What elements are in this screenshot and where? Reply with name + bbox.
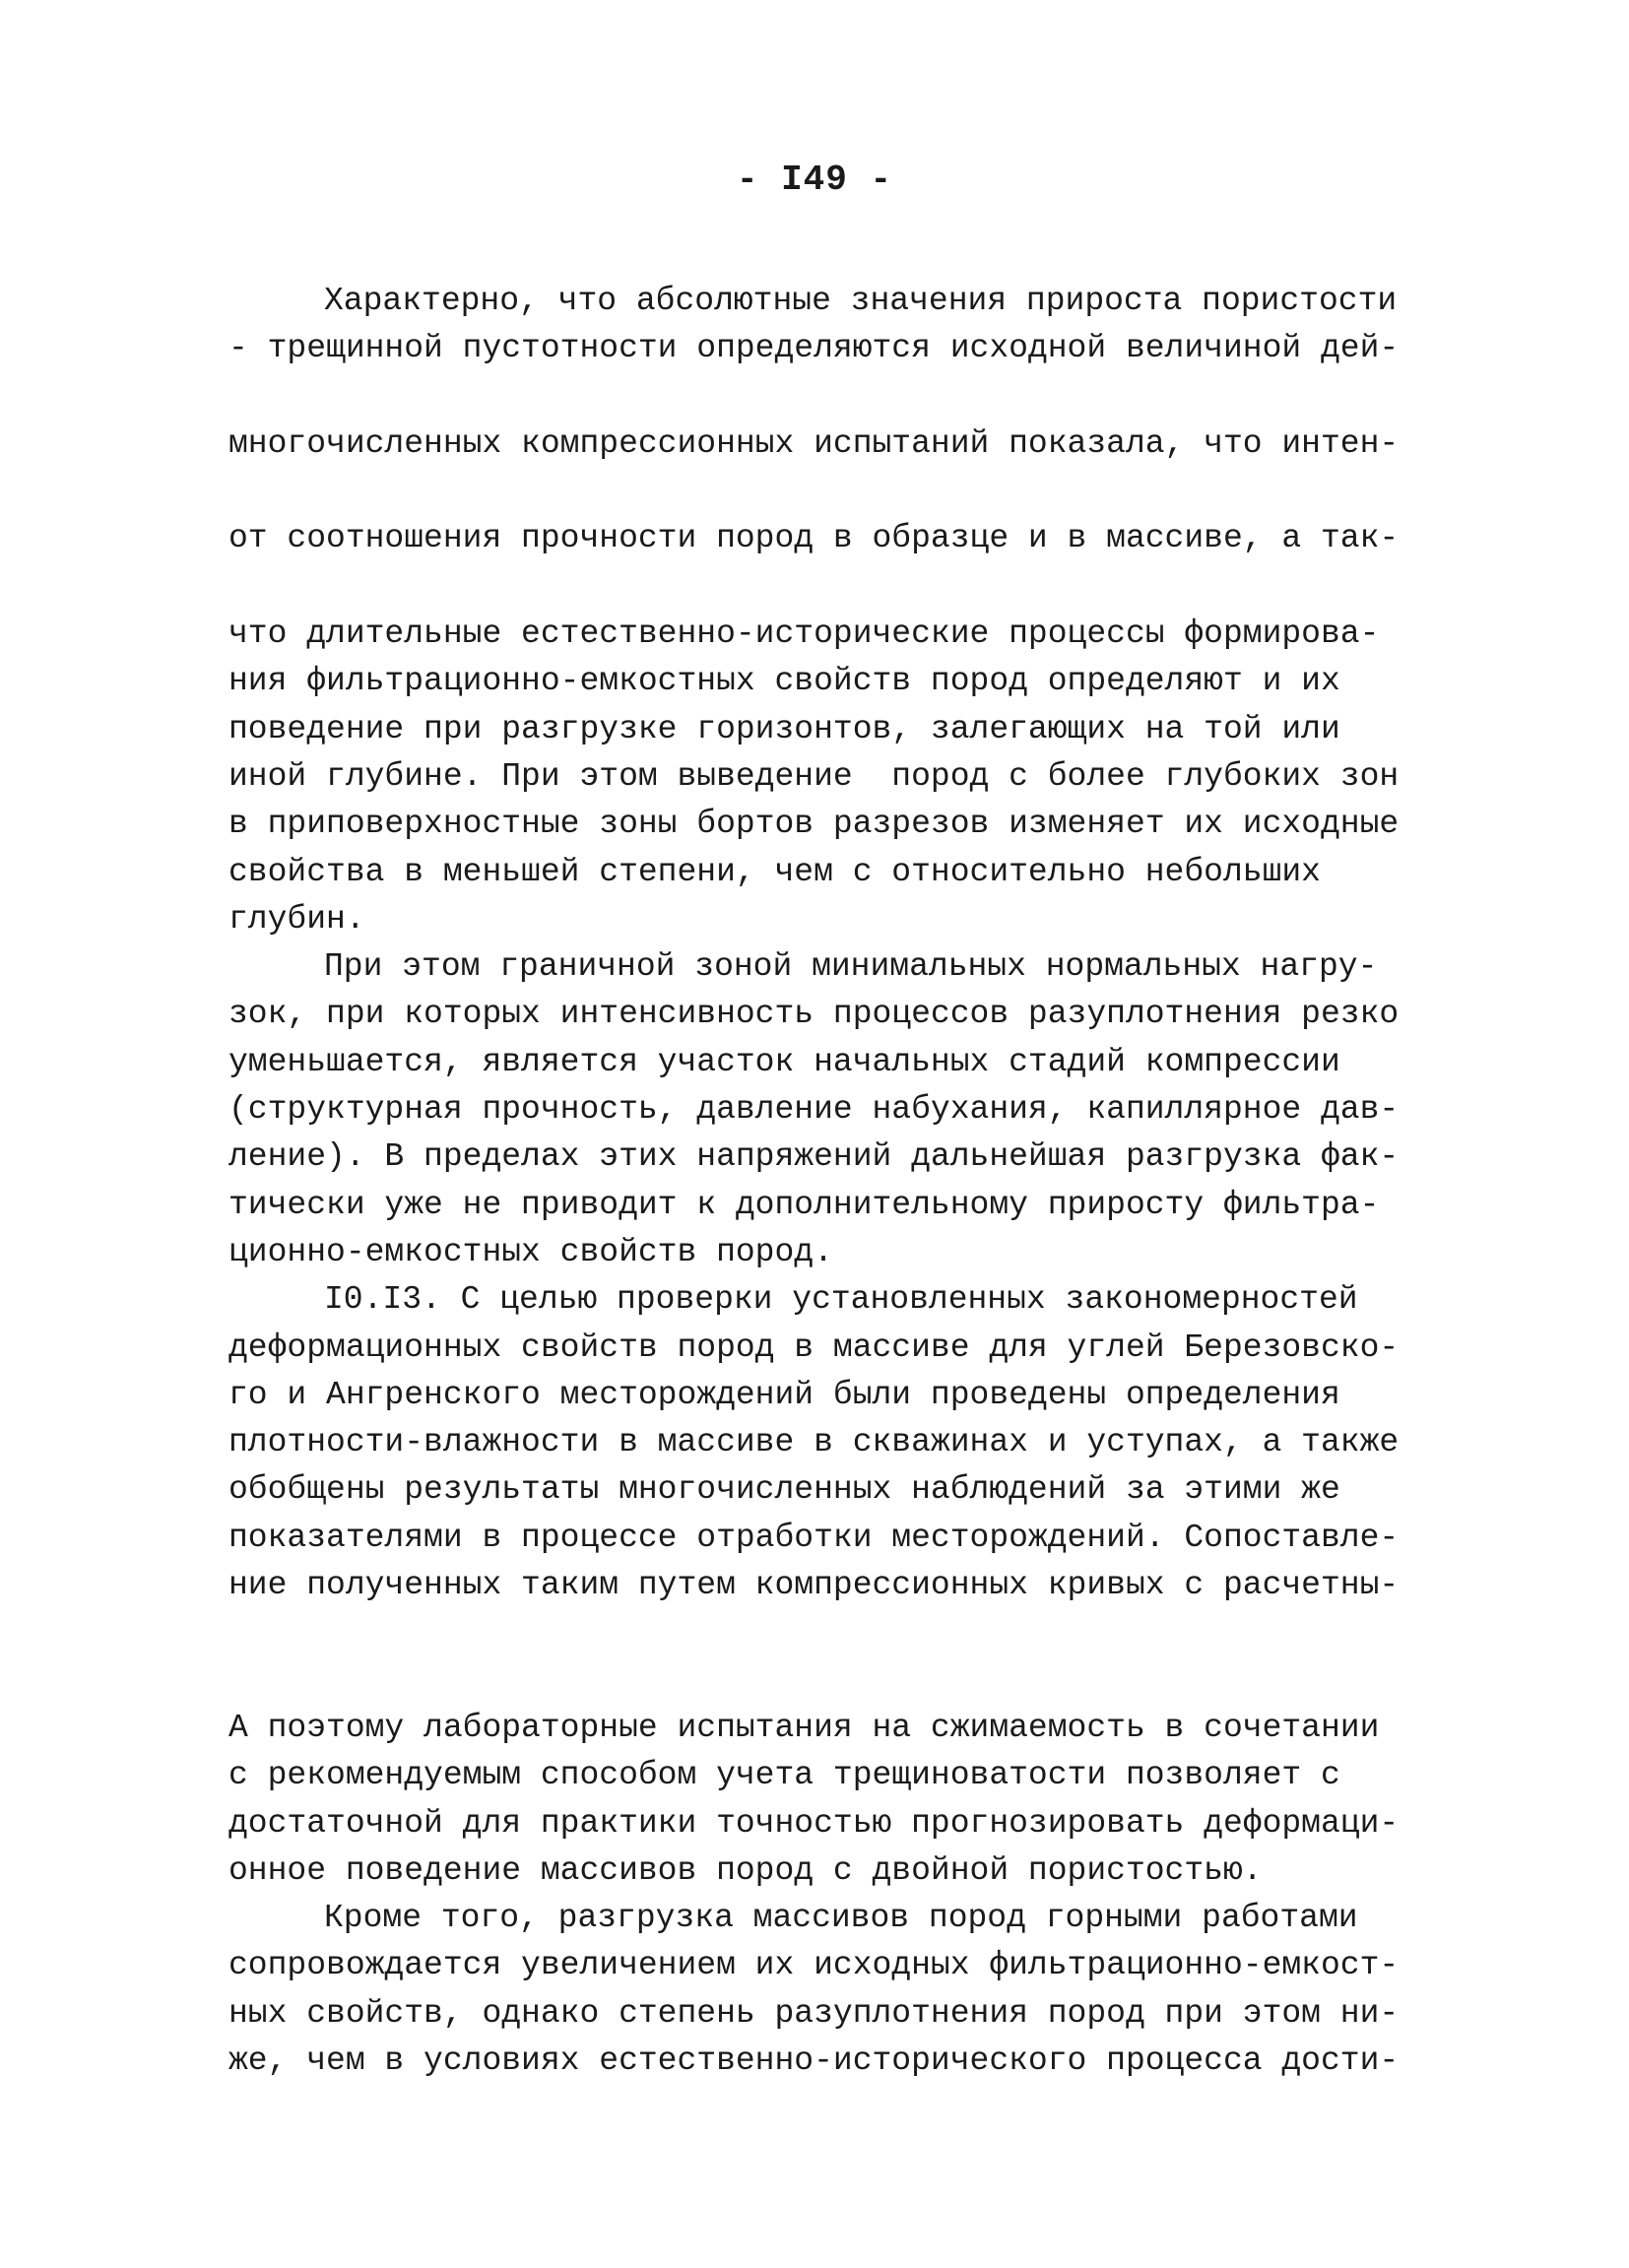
text-line bbox=[228, 373, 1401, 421]
text-line bbox=[228, 468, 1401, 515]
body-text bbox=[228, 278, 1401, 2085]
text-line: зок, при которых интенсивность процессов разуплотнения резко bbox=[228, 996, 1400, 1033]
text-line: плотности-влажности в массиве в скважинах и уступах, а также bbox=[228, 1424, 1400, 1461]
text-line: показателями в процессе отработки месторождений. Сопоставле- bbox=[228, 1519, 1400, 1556]
text-line: деформационных свойств пород в массиве для углей Березовско- bbox=[228, 1328, 1400, 1366]
text-line: ление). В пределах этих напряжений дальнейшая разгрузка фак- bbox=[228, 1138, 1400, 1176]
text-line: уменьшается, является участок начальных стадий компрессии bbox=[228, 1043, 1340, 1080]
text-line: сопровождается увеличением их исходных фильтрационно-емкост- bbox=[228, 1947, 1400, 1984]
text-line: - трещинной пустотности определяются исходной величиной дей- bbox=[228, 330, 1400, 367]
text-line bbox=[228, 563, 1401, 611]
text-line: поведение при разгрузке горизонтов, залегающих на той или bbox=[228, 710, 1340, 747]
text-line: ния фильтрационно-емкостных свойств пород определяют и их bbox=[228, 663, 1340, 700]
text-line: с рекомендуемым способом учета трещиноватости позволяет с bbox=[228, 1757, 1340, 1794]
text-line: обобщены результаты многочисленных наблюдений за этими же bbox=[228, 1471, 1340, 1509]
page-number: - I49 - bbox=[736, 160, 893, 200]
text-line: в приповерхностные зоны бортов разрезов изменяет их исходные bbox=[228, 806, 1400, 843]
text-line: иной глубине. При этом выведение пород с более глубоких зон bbox=[228, 757, 1400, 795]
text-line: многочисленных компрессионных испытаний показала, что интен- bbox=[228, 424, 1400, 462]
text-line: I0.I3. С целью проверки установленных закономерностей bbox=[324, 1281, 1358, 1319]
text-line: го и Ангренского месторождений были проведены определения bbox=[228, 1376, 1340, 1413]
text-line: глубин. bbox=[228, 900, 365, 938]
text-line: достаточной для практики точностью прогнозировать деформаци- bbox=[228, 1804, 1400, 1842]
text-line: А поэтому лабораторные испытания на сжимаемость в сочетании bbox=[228, 1709, 1380, 1746]
text-line: (структурная прочность, давление набухания, капиллярное дав- bbox=[228, 1091, 1400, 1129]
text-line: ционно-емкостных свойств пород. bbox=[228, 1233, 833, 1270]
text-line bbox=[228, 1609, 1401, 1656]
text-line: Характерно, что абсолютные значения прироста пористости bbox=[324, 283, 1398, 319]
text-line: что длительные естественно-исторические процессы формирова- bbox=[228, 616, 1380, 653]
text-line: Кроме того, разгрузка массивов пород горными работами bbox=[324, 1900, 1358, 1937]
text-line: онное поведение массивов пород с двойной пористостью. bbox=[228, 1851, 1263, 1889]
text-line: ных свойств, однако степень разуплотнения пород при этом ни- bbox=[228, 1994, 1400, 2032]
text-line: тически уже не приводит к дополнительному приросту фильтра- bbox=[228, 1186, 1380, 1223]
text-line: При этом граничной зоной минимальных нормальных нагру- bbox=[324, 948, 1378, 986]
text-line: же, чем в условиях естественно-исторического процесса дости- bbox=[228, 2041, 1400, 2079]
text-line bbox=[228, 1657, 1401, 1705]
text-line: ние полученных таким путем компрессионных кривых с расчетны- bbox=[228, 1567, 1400, 1604]
text-line: от соотношения прочности пород в образце и в массиве, а так- bbox=[228, 520, 1400, 557]
text-line: свойства в меньшей степени, чем с относительно небольших bbox=[228, 853, 1321, 890]
